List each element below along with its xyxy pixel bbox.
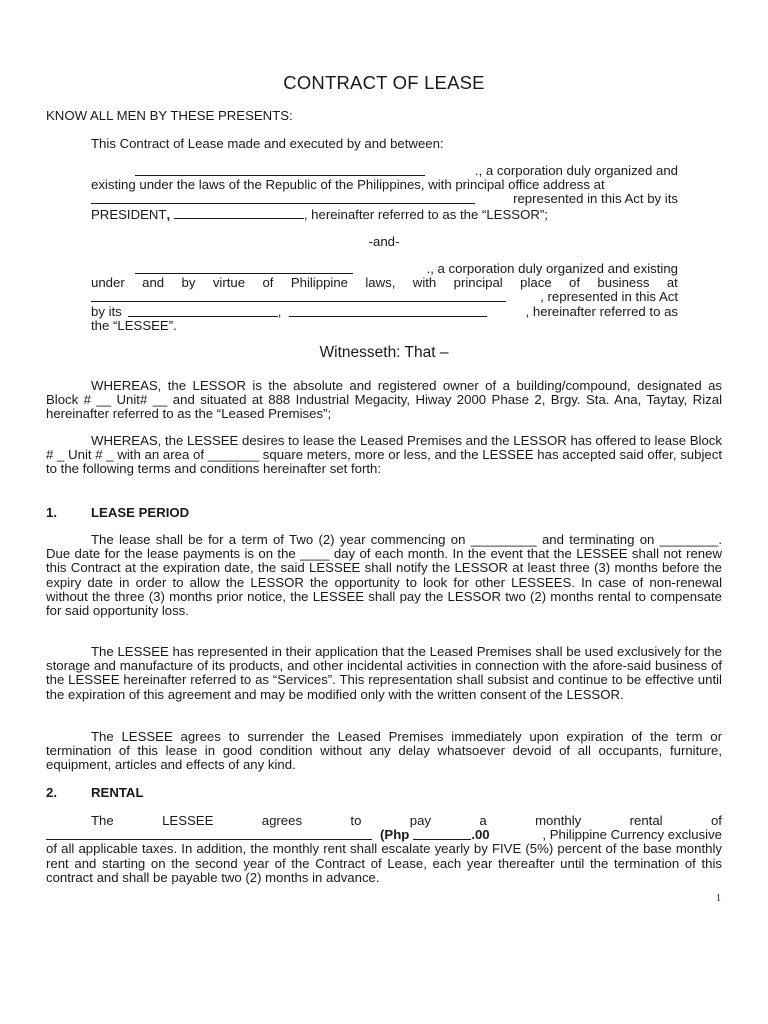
whereas-paragraph-2: WHEREAS, the LESSEE desires to lease the Leased Premises and the LESSOR has offered to lease Block # _ Unit # _ with an area of _______ square meters, more or less, and the LESSEE has accepted said offer, subject to the following terms and conditions hereinafter set forth: — [46, 433, 722, 477]
lessee-name-blank — [135, 262, 353, 274]
lessee-line-1: ., a corporation duly organized and existing — [91, 262, 678, 276]
lessee-address-blank — [91, 290, 506, 302]
and-separator: -and- — [368, 234, 400, 249]
lessee-line-5: the “LESSEE”. — [91, 317, 177, 333]
lessee-line-3: , represented in this Act — [91, 290, 678, 304]
lessor-line-2: existing under the laws of the Republic of the Philippines, with principal office address at — [91, 177, 605, 193]
lease-period-paragraph-3: The LESSEE agrees to surrender the Leased Premises immediately upon expiration of the term or termination of this lease in good condition without any delay whatsoever devoid of all occupants, furniture, equipment, articles and effects of any kind. — [46, 729, 722, 773]
lessee-line-2: under and by virtue of Philippine laws, with principal place of business at — [91, 275, 678, 291]
made-between-line: This Contract of Lease made and executed by and between: — [91, 136, 444, 151]
lessee-party-block — [91, 262, 678, 333]
lessor-president-blank — [174, 207, 304, 219]
lease-period-paragraph-2: The LESSEE has represented in their application that the Leased Premises shall be used exclusively for the storage and manufacture of its products, and other incidental activities in connection with the afore-said business of the LESSEE hereinafter referred to as “Services”. This representation shall subsist and continue to be effective until the expiration of this agreement and may be modified only with the written consent of the LESSOR. — [46, 644, 722, 702]
lessor-line-3: represented in this Act by its — [91, 192, 678, 206]
rental-line-rest: of all applicable taxes. In addition, the monthly rent shall escalate yearly by FIVE (5%) percent of the base monthly rent and starting on the second year of the Contract of Lease, each year thereafter until the termination of this contract and shall be payable two (2) months in advance. — [46, 841, 722, 885]
rental-line-1: The LESSEE agrees to pay a monthly rental of — [91, 813, 722, 828]
intro-line: KNOW ALL MEN BY THESE PRESENTS: — [46, 108, 293, 123]
lessee-line-4: by its , , hereinafter referred to as — [91, 303, 678, 319]
document-title: CONTRACT OF LEASE — [283, 72, 485, 93]
lessor-party-block — [91, 164, 678, 222]
rental-amount-words-blank — [46, 828, 372, 840]
lease-period-paragraph-1: The lease shall be for a term of Two (2) year commencing on _________ and terminating on ________. Due date for the lease payments is on the ____ day of each month. In the event that the LESSEE shall not renew this Contract at the expiration date, the said LESSEE shall notify the LESSOR at least three (3) months before the expiry date in order to allow the LESSOR the opportunity to look for other LESSEES. In case of non-renewal without the three (3) months prior notice, the LESSEE shall pay the LESSOR two (2) months rental to compensate for said opportunity loss. — [46, 532, 722, 619]
lessor-address-blank — [91, 192, 475, 204]
rental-line-2: (Php .00 , Philippine Currency exclusive — [46, 828, 722, 842]
page-number: 1 — [716, 893, 721, 904]
lessor-name-blank — [135, 164, 425, 176]
document-page: CONTRACT OF LEASE KNOW ALL MEN BY THESE PRESENTS: This Contract of Lease made and executed by and between: ., a corporation duly organized and existing under the laws of the Republic of the Philippines, with principal office address at represented in this Act by its PRESIDENT, , hereinafter referred to as the “LESSOR”; -and- ., a corporation duly organized and existing under and by virtue of Philippine laws, with principal place of business at , represented in this Act by its , , hereinafter referred to as the “LESSEE”. Witnesseth: That – WHEREAS, the LESSOR is the absolute and registered owner of a building/compound, designated as Block # __ Unit# __ and situated at 888 Industrial Megacity, Hiway 2000 Phase 2, Brgy. Sta. Ana, Taytay, Rizal hereinafter referred to as the “Leased Premises”; WHEREAS, the LESSEE desires to lease the Leased Premises and the LESSOR has offered to lease Block # _ Unit # _ with an area of _______ square meters, more or less, and the LESSEE has accepted said offer, subject to the following terms and conditions hereinafter set forth: 1. LEASE PERIOD The lease shall be for a term of Two (2) year commencing on _________ and terminating on ________. Due date for the lease payments is on the ____ day of each month. In the event that the LESSEE shall not renew this Contract at the expiration date, the said LESSEE shall notify the LESSOR at least three (3) months before the expiry date in order to allow the LESSOR the opportunity to look for other LESSEES. In case of non-renewal without the three (3) months prior notice, the LESSEE shall pay the LESSOR two (2) months rental to compensate for said opportunity loss. The LESSEE has represented in their application that the Leased Premises shall be used exclusively for the storage and manufacture of its products, and other incidental activities in connection with the afore-said business of the LESSEE hereinafter referred to as “Services”. This representation shall subsist and continue to be effective until the expiration of this agreement and may be modified only with the written consent of the LESSOR. The LESSEE agrees to surrender the Leased Premises immediately upon expiration of the term or termination of this lease in good condition without any delay whatsoever devoid of all occupants, furniture, equipment, articles and effects of any kind. 2. RENTAL The LESSEE agrees to pay a monthly rental of (Php .00 , Philippine Currency exclusive of all applicable taxes. In addition, the monthly rent shall escalate yearly by FIVE (5%) percent of the base monthly rent and starting on the second year of the Contract of Lease, each year thereafter until the termination of this contract and shall be payable two (2) months in advance. 1 — [0, 0, 768, 1024]
lessee-representative-position-blank — [128, 305, 278, 317]
rental-amount-figure-blank — [413, 828, 471, 840]
lessor-line-4: PRESIDENT, , hereinafter referred to as the “LESSOR”; — [91, 206, 548, 222]
rental-paragraph — [46, 814, 722, 885]
witnesseth-heading: Witnesseth: That – — [319, 344, 449, 361]
lessor-line-1: ., a corporation duly organized and — [91, 164, 678, 178]
lessee-representative-name-blank — [289, 305, 487, 317]
whereas-paragraph-1: WHEREAS, the LESSOR is the absolute and registered owner of a building/compound, designated as Block # __ Unit# __ and situated at 888 Industrial Megacity, Hiway 2000 Phase 2, Brgy. Sta. Ana, Taytay, Rizal hereinafter referred to as the “Leased Premises”; — [46, 378, 722, 422]
